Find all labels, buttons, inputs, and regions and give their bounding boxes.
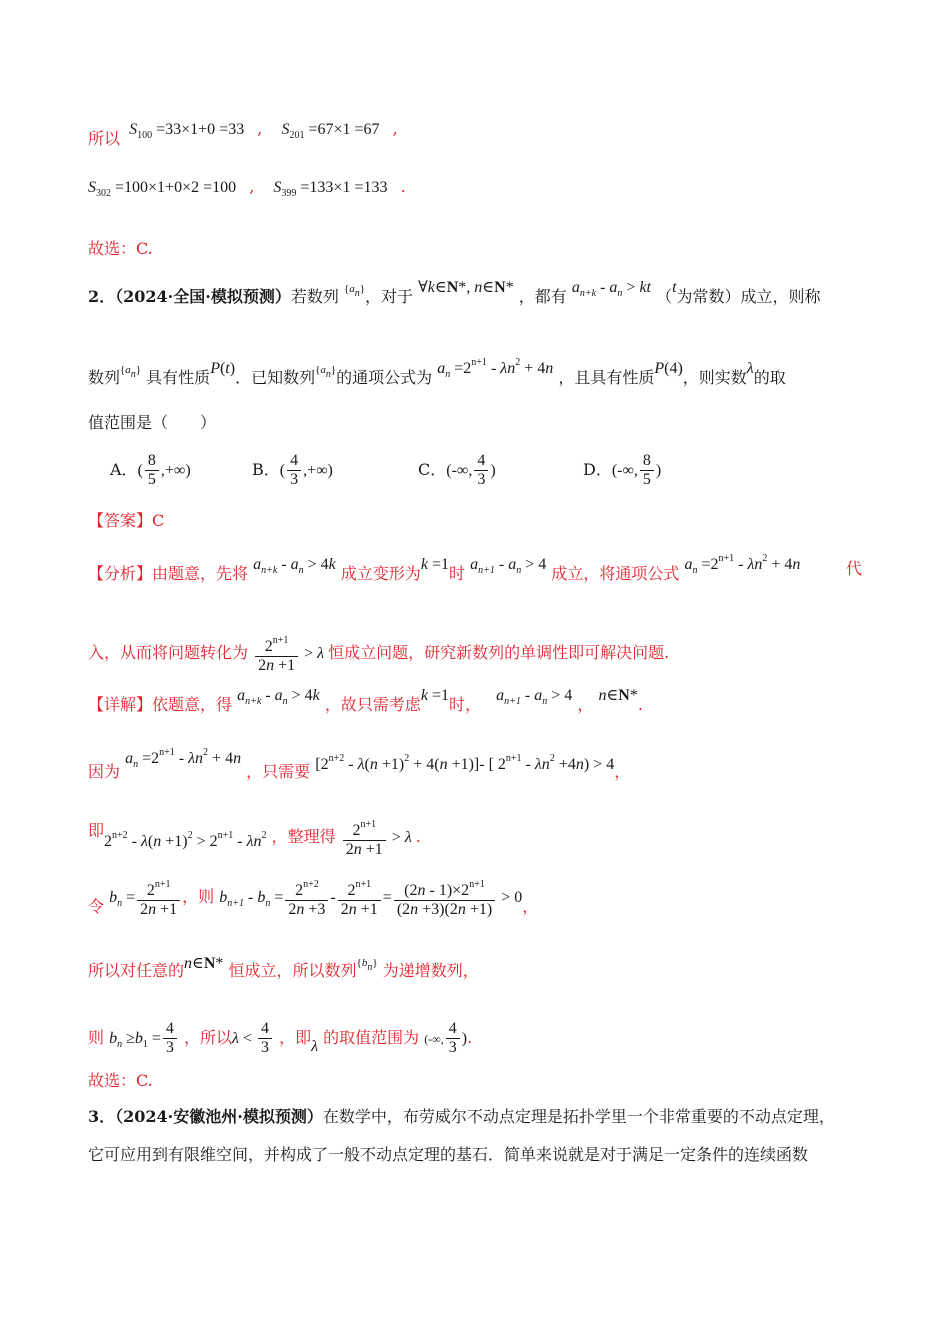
intro-so: 所以 xyxy=(88,129,121,148)
eq-s399: $S_{399} =133\times 1 =133$ xyxy=(273,179,388,199)
detail-line-6: 则 $b_n \ge b_1$ = $\frac{4}{3}$ ，所以λ < $\frac{4}{3}$ ，即λ 的取值范围为 (-∞, $\frac{4}{3}$ ). xyxy=(88,1020,473,1056)
option-d[interactable]: D．(-∞, $\frac{8}{5}$ ) xyxy=(583,452,662,488)
q2-inequality: $a_{n+k} - a_n$ > kt xyxy=(571,279,651,299)
q2-formula: $a_n =2^{n+1} - \lambda n^2 + 4n$ xyxy=(437,357,554,380)
q2-number: 2． xyxy=(88,287,116,306)
forall-condition: ∀k∈N*, n∈N* xyxy=(418,279,514,296)
eq-s302: $S_{302} =100\times 1+0\times 2 =100$ xyxy=(88,179,237,199)
intro-line-2: $S_{302} =100\times 1+0\times 2 =100$ , $S_{399} =133\times 1 =133$ . xyxy=(88,177,406,199)
detail-line-3: 即$2^{n+2} - \lambda(n +1)^2 > 2^{n+1} - \lambda n^2$ ，整理得 $\frac{2^{n+1}}{2n +1}$ > λ . xyxy=(88,816,421,859)
option-b[interactable]: B．( $\frac{4}{3}$ ,+∞) xyxy=(252,452,333,488)
analysis-line-2: 入，从而将问题转化为 $\frac{2^{n+1}}{2n +1}$ > λ 恒成立问题，研究新数列的单调性即可解决问题. xyxy=(88,632,669,675)
intro-answer: 故选：C. xyxy=(88,239,153,258)
detail-line-5: 所以对任意的n∈N* 恒成立，所以数列$^{\{bn\}}$ 为递增数列， xyxy=(88,955,479,980)
q2-line-1: 2．（2024·全国·模拟预测）若数列 $^{\{an\}}$，对于 ∀k∈N*, n∈N* ，都有 $a_{n+k} - a_n$ > kt （t为常数）成立，则称 xyxy=(88,279,821,306)
q3-number: 3． xyxy=(88,1107,116,1126)
option-c[interactable]: C．(-∞, $\frac{4}{3}$ ) xyxy=(418,452,496,488)
option-a[interactable]: A．( $\frac{8}{5}$ ,+∞) xyxy=(110,452,191,488)
eq-s201: $S_{201} =67\times 1 =67$ xyxy=(281,121,380,141)
final-answer: 故选：C. xyxy=(88,1071,153,1090)
q3-line-2: 它可应用到有限维空间，并构成了一般不动点定理的基石．简单来说就是对于满足一定条件的连续函数 xyxy=(88,1145,809,1164)
q2-line-2: 数列$^{\{an\}}$ 具有性质P(t)．已知数列$^{\{an\}}$的通项公式为 $a_n =2^{n+1} - \lambda n^2 + 4n$ ，且具有性质P(4)，则实数λ的取 xyxy=(88,357,786,387)
detail-line-4: 令 $b_n$ = $\frac{2^{n+1}}{2n +1}$ ，则 $b_{n+1} - b_n$ = $\frac{2^{n+2}}{2n +3}$ - $\frac{2^{n+1}}{2n +1}$ = $\frac{(2n - 1)\times 2^{n+1}}{(2n +3)(2n +1)}$ > 0， xyxy=(88,876,538,919)
eq-s100: $S_{100} =33\times 1+0 =33$ xyxy=(129,121,245,141)
q2-line-3: 值范围是（ ） xyxy=(88,413,217,432)
detail-line-2: 因为 $a_n =2^{n+1} - \lambda n^2 + 4n$ ，只需要 $[2^{n+2} - \lambda(n +1)^2 + 4(n +1)]-$ [ $2^{n+1} - \lambda n^2 +4n) > 4$， xyxy=(88,747,631,781)
detail-line-1: 【详解】依题意，得 $a_{n+k} - a_n > 4k$ ，故只需考虑k =1时， $a_{n+1} - a_n > 4$ ， n∈N*. xyxy=(88,687,643,714)
analysis-line-1: 【分析】由题意，先将 $a_{n+k} - a_n > 4k$ 成立变形为k =1时 $a_{n+1} - a_n > 4$ 成立，将通项公式 $a_n =2^{n+1} - \lambda n^2 + 4n$ 代 xyxy=(88,553,863,583)
q3-source: （2024·安徽池州·模拟预测） xyxy=(115,1107,323,1126)
intro-line-1: 所以 $S_{100} =33\times 1+0 =33$ , $S_{201} =67\times 1 =67$ , xyxy=(88,119,398,148)
q3-line-1: 3．（2024·安徽池州·模拟预测）在数学中，布劳威尔不动点定理是拓扑学里一个非常重要的不动点定理， xyxy=(88,1107,835,1126)
answer-tag: 【答案】C xyxy=(88,511,165,530)
q2-source: （2024·全国·模拟预测） xyxy=(115,287,291,306)
